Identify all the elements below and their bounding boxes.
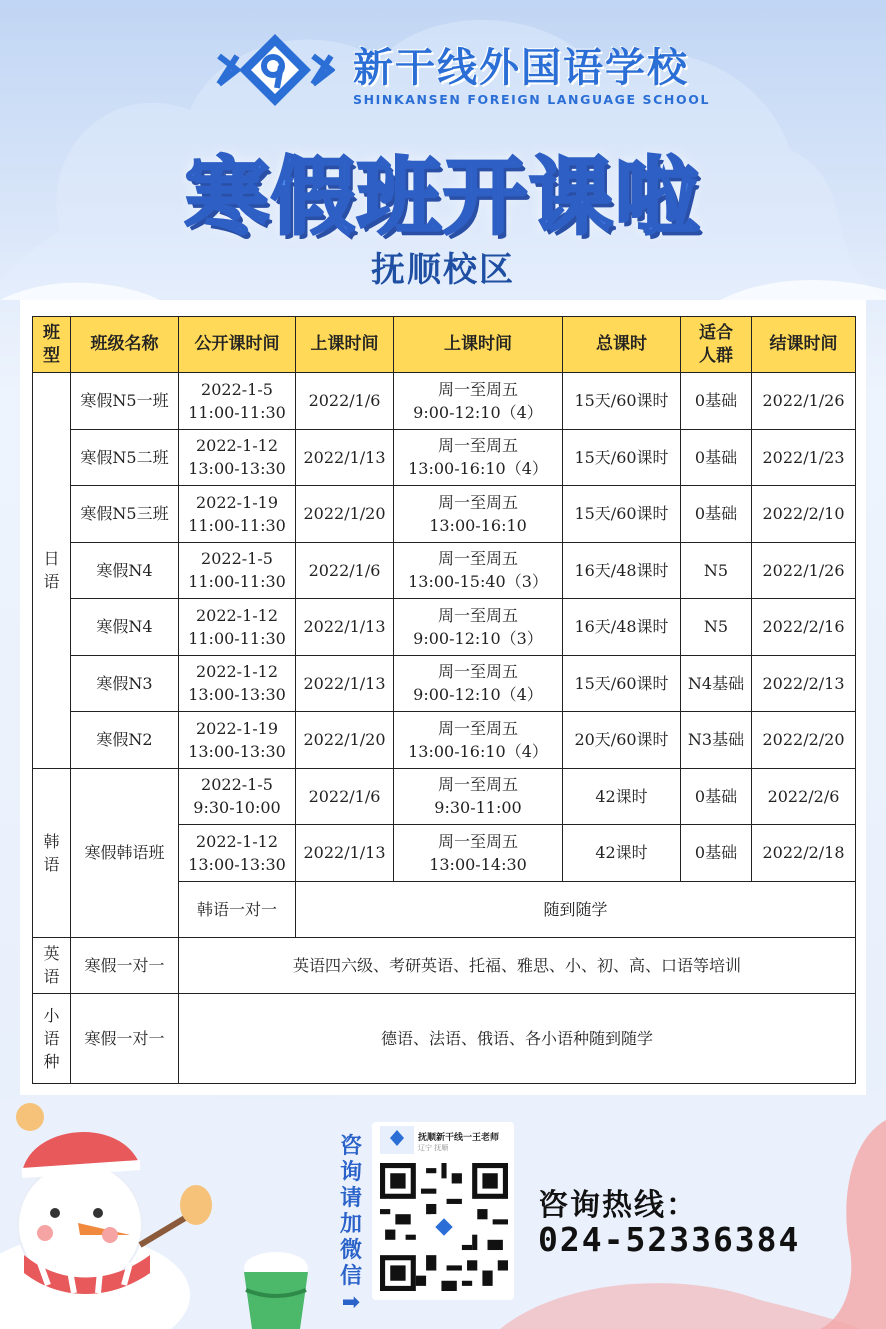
- class-name-cell: 寒假韩语班: [71, 768, 179, 937]
- class-time-cell: 周一至周五 9:30-11:00: [394, 768, 563, 825]
- end-date-cell: 2022/2/16: [752, 599, 856, 656]
- class-name-cell: 寒假一对一: [71, 937, 179, 993]
- open-class-cell: 2022-1-5 9:30-10:00: [179, 768, 296, 825]
- end-date-cell: 2022/2/6: [752, 768, 856, 825]
- header-audience: 适合 人群: [681, 317, 752, 373]
- start-date-cell: 2022/1/13: [296, 429, 394, 486]
- table-row: [33, 655, 856, 712]
- qr-code-icon[interactable]: [380, 1162, 508, 1292]
- class-time-cell: 周一至周五 13:00-16:10: [394, 486, 563, 543]
- end-date-cell: 2022/1/26: [752, 373, 856, 430]
- category-minor-languages: 小 语 种: [33, 993, 71, 1083]
- total-hours-cell: 15天/60课时: [563, 486, 681, 543]
- table-row: [33, 429, 856, 486]
- header-class-time: 上课时间: [394, 317, 563, 373]
- schedule-table: [32, 316, 856, 1084]
- class-name-cell: 寒假N5二班: [71, 429, 179, 486]
- header-end-date: 结课时间: [752, 317, 856, 373]
- end-date-cell: 2022/2/20: [752, 712, 856, 769]
- hotline-label: 咨询热线：: [538, 1188, 698, 1223]
- table-row: [33, 486, 856, 543]
- end-date-cell: 2022/1/26: [752, 542, 856, 599]
- header-total-hours: 总课时: [563, 317, 681, 373]
- open-class-cell: 2022-1-5 11:00-11:30: [179, 542, 296, 599]
- audience-cell: 0基础: [681, 768, 752, 825]
- total-hours-cell: 15天/60课时: [563, 655, 681, 712]
- total-hours-cell: 20天/60课时: [563, 712, 681, 769]
- class-name-cell: 寒假N5三班: [71, 486, 179, 543]
- wechat-qr-card: [372, 1122, 514, 1300]
- total-hours-cell: 16天/48课时: [563, 542, 681, 599]
- start-date-cell: 2022/1/13: [296, 599, 394, 656]
- campus-name: 抚顺校区: [371, 250, 515, 290]
- open-class-cell: 2022-1-12 13:00-13:30: [179, 429, 296, 486]
- total-hours-cell: 15天/60课时: [563, 429, 681, 486]
- open-class-cell: 2022-1-19 13:00-13:30: [179, 712, 296, 769]
- class-name-cell: 寒假N3: [71, 655, 179, 712]
- class-time-cell: 周一至周五 13:00-14:30: [394, 825, 563, 882]
- table-header-row: [33, 317, 856, 373]
- class-time-cell: 周一至周五 13:00-16:10（4）: [394, 712, 563, 769]
- header-start-date: 上课时间: [296, 317, 394, 373]
- category-korean: 韩 语: [33, 768, 71, 937]
- end-date-cell: 2022/2/10: [752, 486, 856, 543]
- header-class-name: 班级名称: [71, 317, 179, 373]
- end-date-cell: 2022/1/23: [752, 429, 856, 486]
- start-date-cell: 2022/1/6: [296, 542, 394, 599]
- start-date-cell: 2022/1/20: [296, 486, 394, 543]
- table-row: [33, 373, 856, 430]
- hotline-number[interactable]: 024-52336384: [538, 1220, 801, 1259]
- audience-cell: N5: [681, 599, 752, 656]
- class-name-cell: 寒假N5一班: [71, 373, 179, 430]
- start-date-cell: 2022/1/20: [296, 712, 394, 769]
- category-english: 英 语: [33, 937, 71, 993]
- consult-wechat-text: 咨询请加微信➡: [339, 1134, 362, 1315]
- audience-cell: N5: [681, 542, 752, 599]
- audience-cell: 0基础: [681, 486, 752, 543]
- start-date-cell: 2022/1/13: [296, 825, 394, 882]
- audience-cell: N4基础: [681, 655, 752, 712]
- table-row: [33, 993, 856, 1083]
- korean-one-on-one-desc: 随到随学: [296, 881, 856, 937]
- english-desc-cell: 英语四六级、考研英语、托福、雅思、小、初、高、口语等培训: [179, 937, 856, 993]
- end-date-cell: 2022/2/13: [752, 655, 856, 712]
- total-hours-cell: 42课时: [563, 825, 681, 882]
- table-row: [33, 599, 856, 656]
- open-class-cell: 2022-1-5 11:00-11:30: [179, 373, 296, 430]
- category-japanese: 日 语: [33, 373, 71, 769]
- audience-cell: N3基础: [681, 712, 752, 769]
- start-date-cell: 2022/1/6: [296, 373, 394, 430]
- school-logo-row: [215, 30, 711, 110]
- class-time-cell: 周一至周五 13:00-15:40（3）: [394, 542, 563, 599]
- qr-contact-name: 抚顺新干线一王老师: [418, 1133, 500, 1143]
- class-name-cell: 寒假一对一: [71, 993, 179, 1083]
- start-date-cell: 2022/1/6: [296, 768, 394, 825]
- school-logo-icon: [215, 32, 335, 108]
- audience-cell: 0基础: [681, 429, 752, 486]
- end-date-cell: 2022/2/18: [752, 825, 856, 882]
- audience-cell: 0基础: [681, 825, 752, 882]
- table-row: [33, 937, 856, 993]
- header-open-class-time: 公开课时间: [179, 317, 296, 373]
- open-class-cell: 2022-1-19 11:00-11:30: [179, 486, 296, 543]
- class-time-cell: 周一至周五 9:00-12:10（4）: [394, 655, 563, 712]
- class-time-cell: 周一至周五 9:00-12:10（3）: [394, 599, 563, 656]
- banner-title: 寒假班开课啦: [184, 148, 701, 246]
- total-hours-cell: 16天/48课时: [563, 599, 681, 656]
- korean-one-on-one-cell: 韩语一对一: [179, 881, 296, 937]
- start-date-cell: 2022/1/13: [296, 655, 394, 712]
- class-name-cell: 寒假N4: [71, 542, 179, 599]
- total-hours-cell: 42课时: [563, 768, 681, 825]
- table-row: [33, 542, 856, 599]
- snowman-illustration: [0, 1095, 240, 1329]
- class-time-cell: 周一至周五 9:00-12:10（4）: [394, 373, 563, 430]
- class-name-cell: 寒假N2: [71, 712, 179, 769]
- open-class-cell: 2022-1-12 13:00-13:30: [179, 825, 296, 882]
- qr-contact-location: 辽宁 抚顺: [418, 1144, 449, 1152]
- total-hours-cell: 15天/60课时: [563, 373, 681, 430]
- open-class-cell: 2022-1-12 13:00-13:30: [179, 655, 296, 712]
- class-name-cell: 寒假N4: [71, 599, 179, 656]
- open-class-cell: 2022-1-12 11:00-11:30: [179, 599, 296, 656]
- avatar: [380, 1126, 414, 1154]
- school-name-en: SHINKANSEN FOREIGN LANGUAGE SCHOOL: [353, 92, 711, 107]
- school-name-cn: 新干线外国语学校: [353, 45, 689, 91]
- header-type: 班 型: [33, 317, 71, 373]
- class-time-cell: 周一至周五 13:00-16:10（4）: [394, 429, 563, 486]
- snow-bucket-illustration: [236, 1250, 316, 1329]
- table-row: [33, 768, 856, 825]
- table-row: [33, 712, 856, 769]
- minor-desc-cell: 德语、法语、俄语、各小语种随到随学: [179, 993, 856, 1083]
- audience-cell: 0基础: [681, 373, 752, 430]
